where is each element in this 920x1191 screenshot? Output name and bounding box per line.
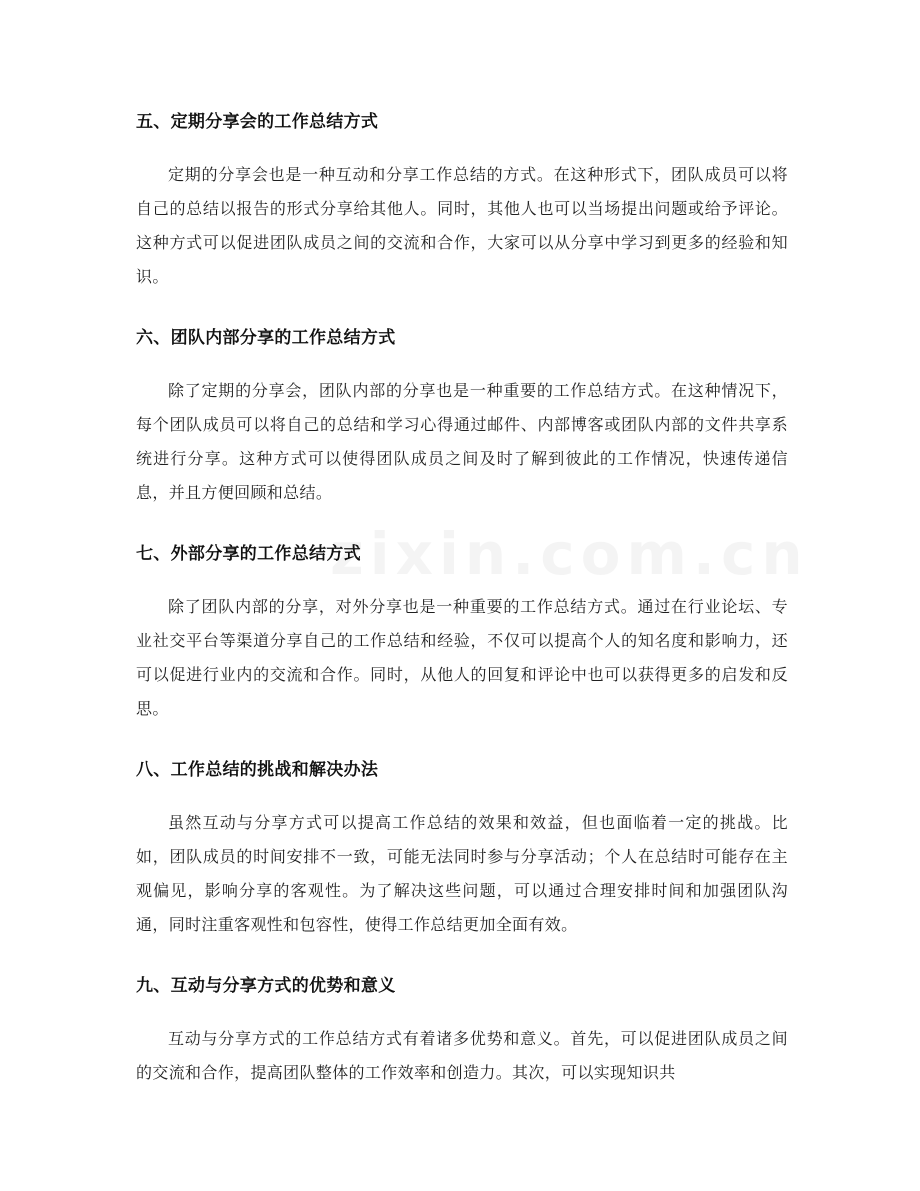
section-heading: 六、团队内部分享的工作总结方式: [136, 328, 396, 348]
section-heading: 七、外部分享的工作总结方式: [136, 544, 361, 564]
section-paragraph: 定期的分享会也是一种互动和分享工作总结的方式。在这种形式下，团队成员可以将自己的总结以报告的形式分享给其他人。同时，其他人也可以当场提出问题或给予评论。这种方式可以促进团队成员之间的交流和合作，大家可以从分享中学习到更多的经验和知识。: [136, 165, 788, 286]
section-7: [136, 532, 788, 726]
section-8: [136, 748, 788, 942]
section-paragraph: 虽然互动与分享方式可以提高工作总结的效果和效益，但也面临着一定的挑战。比如，团队成员的时间安排不一致，可能无法同时参与分享活动；个人在总结时可能存在主观偏见，影响分享的客观性。为了解决这些问题，可以通过合理安排时间和加强团队沟通，同时注重客观性和包容性，使得工作总结更加全面有效。: [136, 813, 788, 934]
document-body: [136, 100, 788, 1112]
section-heading: 五、定期分享会的工作总结方式: [136, 112, 379, 132]
section-heading: 九、互动与分享方式的优势和意义: [136, 976, 396, 996]
section-6: [136, 316, 788, 510]
section-paragraph: 除了团队内部的分享，对外分享也是一种重要的工作总结方式。通过在行业论坛、专业社交平台等渠道分享自己的工作总结和经验，不仅可以提高个人的知名度和影响力，还可以促进行业内的交流和合作。同时，从他人的回复和评论中也可以获得更多的启发和反思。: [136, 597, 788, 718]
section-9: [136, 964, 788, 1090]
section-5: [136, 100, 788, 294]
section-paragraph: 互动与分享方式的工作总结方式有着诸多优势和意义。首先，可以促进团队成员之间的交流和合作，提高团队整体的工作效率和创造力。其次，可以实现知识共: [136, 1029, 788, 1082]
section-heading: 八、工作总结的挑战和解决办法: [136, 760, 379, 780]
section-paragraph: 除了定期的分享会，团队内部的分享也是一种重要的工作总结方式。在这种情况下，每个团队成员可以将自己的总结和学习心得通过邮件、内部博客或团队内部的文件共享系统进行分享。这种方式可以使得团队成员之间及时了解到彼此的工作情况，快速传递信息，并且方便回顾和总结。: [136, 381, 788, 502]
